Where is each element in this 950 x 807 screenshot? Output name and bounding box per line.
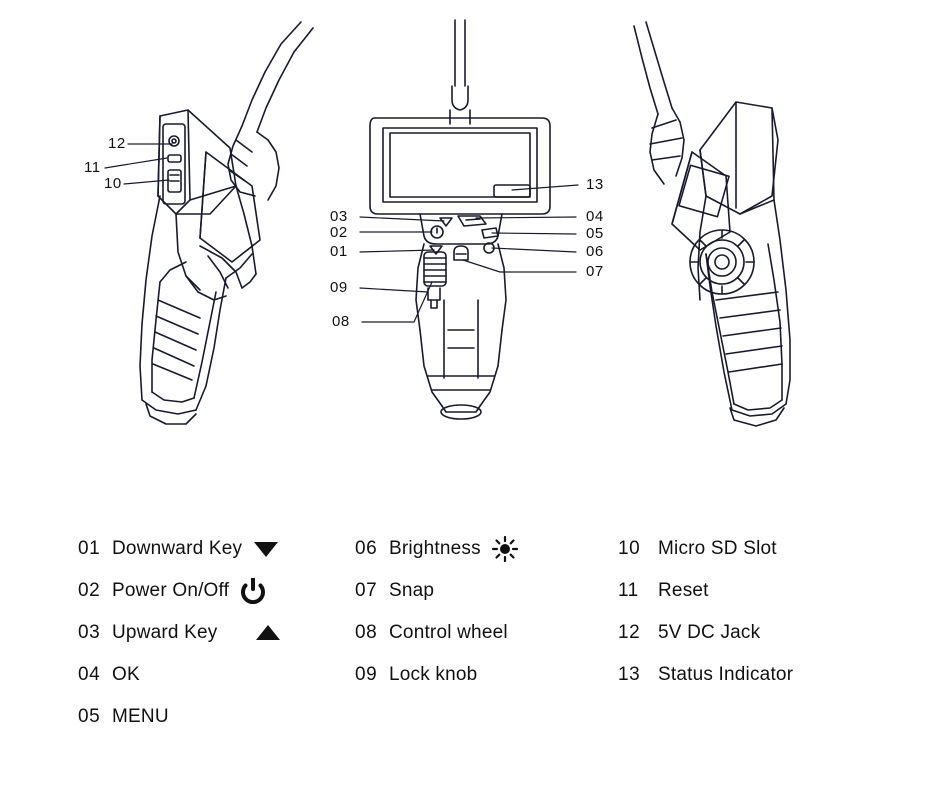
legend-num: 09 xyxy=(355,664,378,685)
callout-05: 05 xyxy=(586,225,604,242)
legend-label: Micro SD Slot xyxy=(658,538,777,559)
legend-column-1 xyxy=(78,528,348,738)
callout-07: 07 xyxy=(586,263,604,280)
power-icon xyxy=(239,577,267,605)
callout-06: 06 xyxy=(586,243,604,260)
legend-num: 04 xyxy=(78,664,101,685)
legend-num: 13 xyxy=(618,664,641,685)
legend-label: Reset xyxy=(658,580,709,601)
legend-item-10 xyxy=(618,528,918,570)
legend xyxy=(0,528,950,807)
legend-item-06 xyxy=(355,528,615,570)
triangle-up-icon xyxy=(254,619,282,647)
legend-item-02 xyxy=(78,570,348,612)
legend-label: MENU xyxy=(112,706,169,727)
legend-label: Power On/Off xyxy=(112,580,230,601)
front-view xyxy=(370,20,550,419)
callout-03: 03 xyxy=(330,208,348,225)
legend-num: 10 xyxy=(618,538,641,559)
callout-13: 13 xyxy=(586,176,604,193)
legend-item-08 xyxy=(355,612,615,654)
legend-item-12 xyxy=(618,612,918,654)
legend-item-04 xyxy=(78,654,348,696)
legend-label: Lock knob xyxy=(389,664,478,685)
callout-12: 12 xyxy=(108,135,126,152)
legend-label: Brightness xyxy=(389,538,481,559)
legend-num: 11 xyxy=(618,580,639,601)
legend-label: 5V DC Jack xyxy=(658,622,761,643)
triangle-down-icon xyxy=(252,535,280,563)
legend-label: Upward Key xyxy=(112,622,218,643)
legend-item-11 xyxy=(618,570,918,612)
legend-item-07 xyxy=(355,570,615,612)
legend-item-01 xyxy=(78,528,348,570)
legend-num: 02 xyxy=(78,580,101,601)
legend-item-13 xyxy=(618,654,918,696)
legend-label: Status Indicator xyxy=(658,664,794,685)
callout-11: 11 xyxy=(84,159,101,176)
legend-num: 03 xyxy=(78,622,101,643)
legend-label: Control wheel xyxy=(389,622,508,643)
legend-num: 12 xyxy=(618,622,641,643)
legend-column-2 xyxy=(355,528,615,696)
legend-num: 07 xyxy=(355,580,378,601)
legend-column-3 xyxy=(618,528,918,696)
brightness-icon xyxy=(491,535,519,563)
legend-item-09 xyxy=(355,654,615,696)
legend-label: Downward Key xyxy=(112,538,243,559)
legend-num: 01 xyxy=(78,538,101,559)
callout-08: 08 xyxy=(332,313,350,330)
callout-04: 04 xyxy=(586,208,604,225)
legend-label: Snap xyxy=(389,580,435,601)
callout-09: 09 xyxy=(330,279,348,296)
legend-item-03 xyxy=(78,612,348,654)
callout-10: 10 xyxy=(104,175,122,192)
legend-item-05 xyxy=(78,696,348,738)
callout-02: 02 xyxy=(330,224,348,241)
legend-label: OK xyxy=(112,664,140,685)
legend-num: 08 xyxy=(355,622,378,643)
legend-num: 05 xyxy=(78,706,101,727)
legend-num: 06 xyxy=(355,538,378,559)
left-side-view xyxy=(140,22,313,424)
callout-01: 01 xyxy=(330,243,348,260)
right-side-view xyxy=(634,22,790,426)
